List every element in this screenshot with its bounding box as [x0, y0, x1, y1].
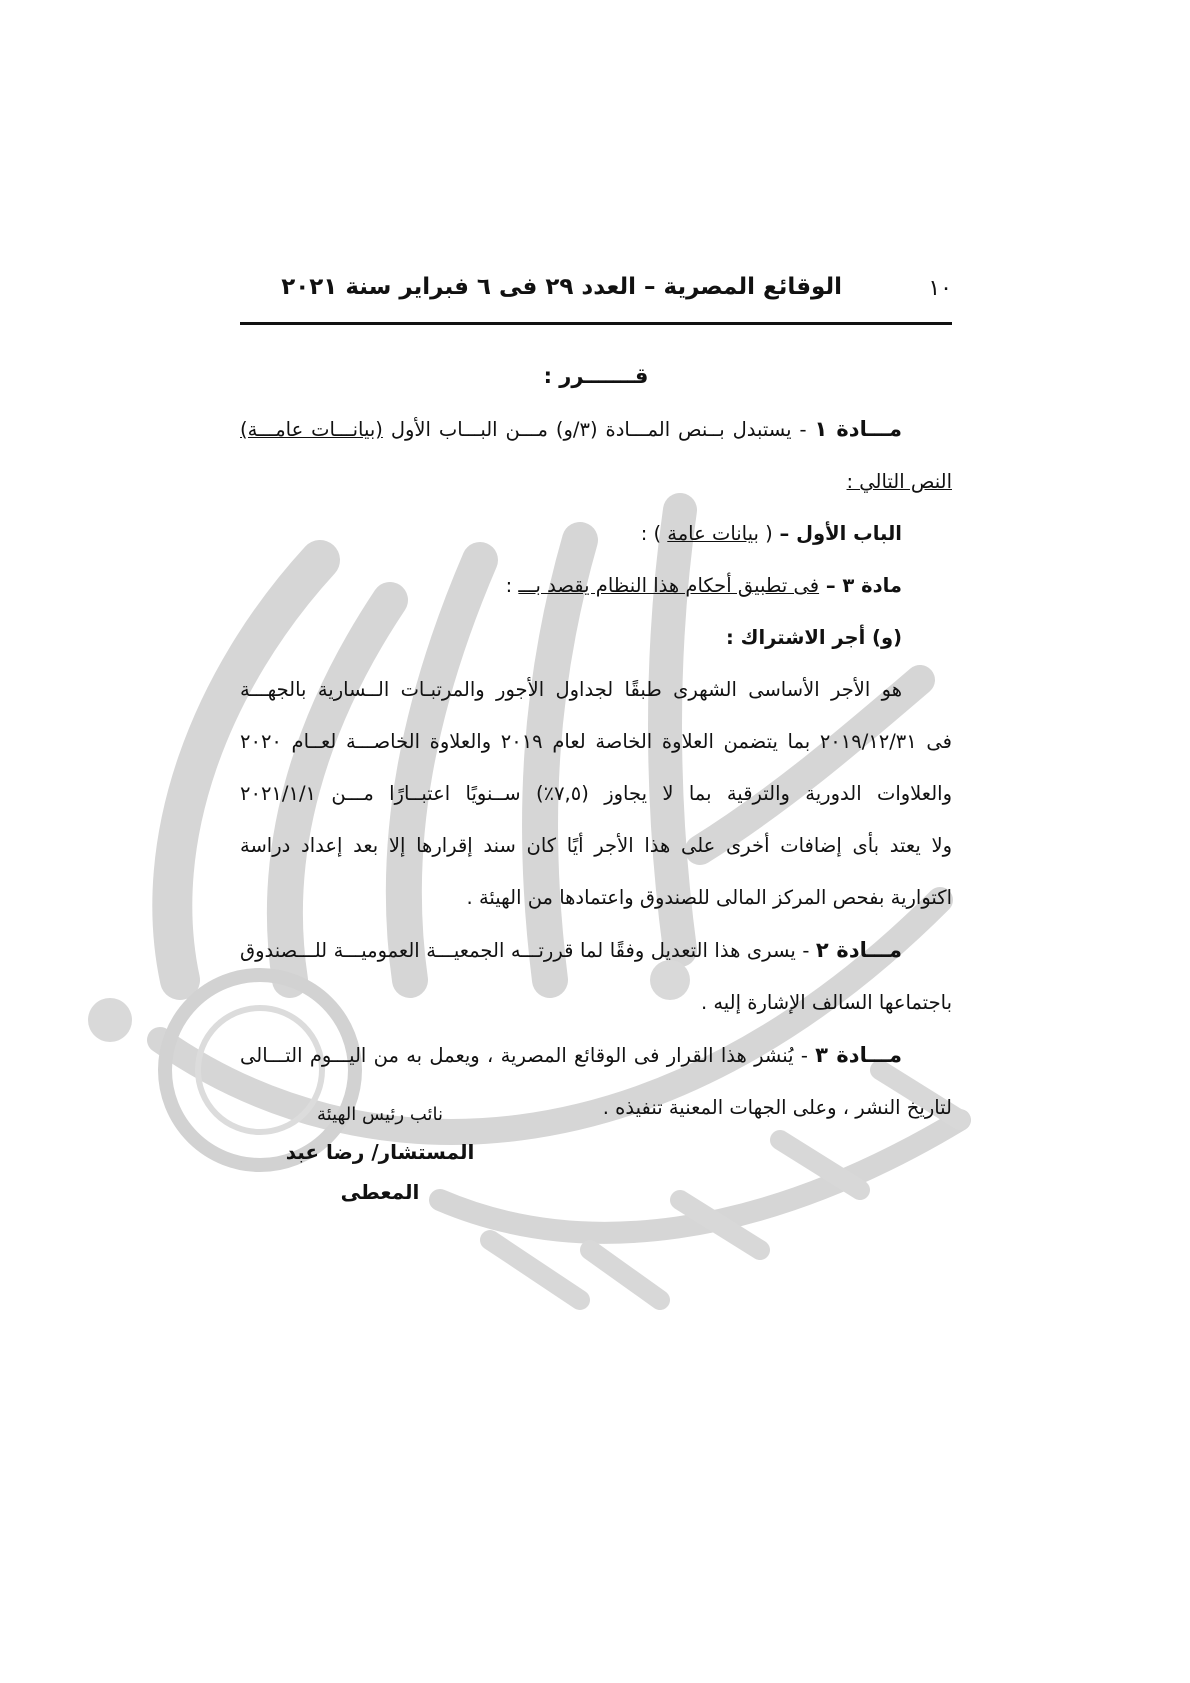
- signer-name: المستشار/ رضا عبد المعطى: [285, 1140, 475, 1204]
- article-2-label: مـــادة ٢: [815, 938, 903, 962]
- decree-body: [240, 350, 952, 1134]
- article-3b-line-2: لتاريخ النشر ، وعلى الجهات المعنية تنفيذه .: [602, 1096, 952, 1119]
- header-divider: [240, 322, 952, 325]
- article-3b-line-1: مـــادة ٣ - يُنشر هذا القرار فى الوقائع المصرية ، ويعمل به من اليـــوم التـــالى: [240, 1043, 903, 1067]
- clause-title: (و) أجر الاشتراك :: [725, 626, 902, 649]
- chapter-heading: الباب الأول – ( بيانات عامة ) :: [640, 522, 902, 545]
- article-1-label: مـــادة ١: [814, 417, 903, 441]
- gazette-title: الوقائع المصرية – العدد ٢٩ فى ٦ فبراير سنة ٢٠٢١: [281, 274, 842, 300]
- article-2-line-2: باجتماعها السالف الإشارة إليه .: [700, 991, 952, 1014]
- clause-line-1: هو الأجر الأساسى الشهرى طبقًا لجداول الأجور والمرتبـات الــسارية بالجهـــة: [240, 678, 902, 701]
- signature-block: [250, 1098, 510, 1212]
- clause-line-4: ولا يعتد بأى إضافات أخرى على هذا الأجر أيًا كان سند إقرارها إلا بعد إعداد دراسة: [240, 834, 952, 857]
- clause-line-2: فى ٢٠١٩/١٢/٣١ بما يتضمن العلاوة الخاصة لعام ٢٠١٩ والعلاوة الخاصـــة لعــام ٢٠٢٠: [240, 730, 952, 753]
- article-3-heading: مادة ٣ – فى تطبيق أحكام هذا النظام يقصد بـــ :: [505, 574, 902, 597]
- page-header: [240, 270, 952, 310]
- signer-role: نائب رئيس الهيئة: [317, 1104, 443, 1125]
- decided-heading: قـــــــرر :: [543, 364, 649, 388]
- article-3b-label: مـــادة ٣: [815, 1043, 903, 1067]
- article-1-line-1: مـــادة ١ - يستبدل بــنص المـــادة (٣/و) مـــن البـــاب الأول (بيانـــات عامـــة): [240, 417, 903, 441]
- article-1-line-2: النص التالي :: [846, 470, 952, 493]
- article-2-line-1: مـــادة ٢ - يسرى هذا التعديل وفقًا لما قررتـــه الجمعيـــة العموميـــة للـــصندوق: [240, 938, 903, 962]
- clause-line-3: والعلاوات الدورية والترقية بما لا يجاوز (٧,٥٪) ســنويًا اعتبــارًا مـــن ٢٠٢١/١/١: [240, 782, 952, 805]
- page-number: ١٠: [928, 276, 952, 301]
- clause-line-5: اكتوارية بفحص المركز المالى للصندوق واعتمادها من الهيئة .: [466, 886, 952, 909]
